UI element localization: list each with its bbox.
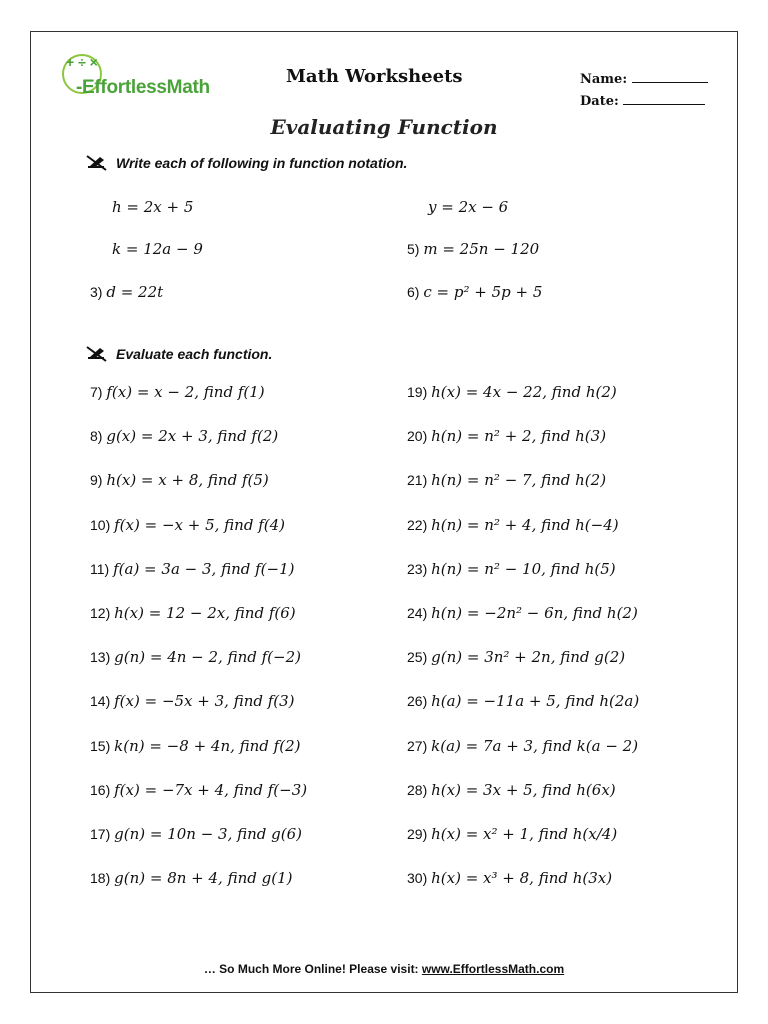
item-expression: h(x) = 12 − 2x, find f(6) [114, 604, 296, 622]
section1-item [407, 240, 539, 258]
section1-item [90, 283, 163, 301]
item-expression: h(n) = n² + 2, find h(3) [431, 427, 607, 446]
worksheet-frame [30, 31, 738, 993]
item-number: 19) [407, 384, 432, 400]
item-expression: c = p² + 5p + 5 [423, 283, 543, 301]
problem-item [90, 427, 278, 445]
item-number: 29) [407, 826, 432, 842]
name-blank [632, 72, 708, 83]
item-number: 26) [407, 693, 432, 710]
logo-symbols: + ÷ × [66, 54, 98, 70]
problem-item [407, 516, 619, 534]
section1-heading [86, 154, 407, 172]
problem-item [90, 648, 301, 666]
item-number: 8) [90, 428, 107, 445]
problem-item [90, 825, 302, 843]
name-label: Name: [580, 72, 628, 87]
item-expression: h(x) = 3x + 5, find h(6x) [431, 780, 616, 799]
item-expression: k(n) = −8 + 4n, find f(2) [114, 736, 301, 755]
item-expression: h(n) = n² − 10, find h(5) [431, 559, 616, 578]
problem-item [90, 516, 285, 534]
item-number: 12) [90, 605, 115, 621]
footer-link[interactable]: www.EffortlessMath.com [421, 962, 565, 976]
problem-item [407, 692, 639, 710]
problem-item [407, 648, 625, 666]
problem-item [90, 560, 294, 578]
item-number: 28) [407, 781, 432, 798]
item-number: 27) [407, 737, 432, 754]
item-expression: h(a) = −11a + 5, find h(2a) [431, 692, 640, 711]
item-expression: h(x) = x² + 1, find h(x/4) [431, 825, 618, 843]
item-expression: h(n) = −2n² − 6n, find h(2) [431, 604, 638, 622]
footer-text: … So Much More Online! Please visit: [203, 962, 422, 976]
problem-item [407, 737, 638, 755]
item-number: 21) [407, 472, 432, 489]
problem-item [90, 604, 296, 622]
problem-item [407, 560, 616, 578]
problem-item [90, 471, 269, 489]
item-number: 18) [90, 870, 115, 887]
pencil-icon [86, 154, 108, 172]
item-expression: d = 22t [106, 283, 164, 301]
problem-item [407, 427, 606, 445]
worksheet-title: Evaluating Function [270, 115, 498, 139]
item-expression: h(n) = n² + 4, find h(−4) [431, 515, 619, 534]
problem-item [90, 383, 265, 401]
item-number: 15) [90, 737, 115, 754]
item-expression: g(n) = 8n + 4, find g(1) [114, 869, 293, 888]
item-expression: h = 2x + 5 [112, 198, 194, 216]
header-title: Math Worksheets [286, 66, 463, 87]
section1-item [112, 240, 203, 258]
name-field [580, 72, 708, 87]
item-number: 9) [90, 472, 107, 489]
item-number: 17) [90, 826, 115, 842]
item-number: 16) [90, 781, 115, 798]
date-blank [623, 94, 705, 105]
section1-item [407, 283, 542, 301]
item-expression: h(x) = 4x − 22, find h(2) [431, 383, 617, 401]
item-number: 7) [90, 384, 107, 400]
item-expression: f(x) = −5x + 3, find f(3) [114, 692, 295, 711]
section1-item [112, 198, 193, 216]
problem-item [90, 737, 300, 755]
item-expression: g(n) = 3n² + 2n, find g(2) [431, 648, 626, 667]
problem-item [407, 471, 606, 489]
item-expression: h(n) = n² − 7, find h(2) [431, 471, 607, 490]
date-label: Date: [580, 94, 619, 109]
item-number: 23) [407, 560, 432, 577]
item-number: 24) [407, 605, 432, 621]
section1-item [428, 198, 508, 216]
date-field [580, 94, 705, 109]
section2-heading-text: Evaluate each function. [116, 346, 273, 362]
problem-item [90, 869, 292, 887]
section1-heading-text: Write each of following in function notation. [116, 155, 408, 171]
problem-item [407, 604, 638, 622]
item-expression: f(a) = 3a − 3, find f(−1) [113, 559, 295, 578]
item-expression: h(x) = x + 8, find f(5) [106, 471, 269, 490]
item-expression: g(x) = 2x + 3, find f(2) [106, 427, 279, 446]
item-number: 13) [90, 649, 115, 666]
item-expression: f(x) = x − 2, find f(1) [106, 383, 265, 401]
item-expression: y = 2x − 6 [428, 198, 509, 216]
item-number: 20) [407, 428, 432, 445]
item-number: 11) [90, 560, 114, 577]
item-expression: k(a) = 7a + 3, find k(a − 2) [431, 736, 639, 755]
item-expression: g(n) = 4n − 2, find f(−2) [114, 648, 301, 667]
item-number: 22) [407, 516, 432, 533]
section2-heading [86, 345, 272, 363]
problem-item [90, 781, 307, 799]
item-number: 3) [90, 284, 107, 300]
item-expression: f(x) = −7x + 4, find f(−3) [114, 780, 308, 799]
problem-item [90, 692, 295, 710]
item-expression: m = 25n − 120 [423, 240, 540, 258]
pencil-icon [86, 345, 108, 363]
item-number: 14) [90, 693, 115, 710]
item-expression: g(n) = 10n − 3, find g(6) [114, 825, 303, 843]
item-number: 25) [407, 649, 432, 666]
problem-item [407, 383, 617, 401]
item-expression: f(x) = −x + 5, find f(4) [114, 515, 285, 534]
problem-item [407, 781, 616, 799]
footer [0, 962, 768, 976]
problem-item [407, 869, 612, 887]
item-expression: k = 12a − 9 [112, 240, 203, 258]
item-number: 10) [90, 516, 115, 533]
problem-item [407, 825, 617, 843]
item-number: 6) [407, 284, 424, 300]
item-number: 30) [407, 870, 432, 887]
item-number: 5) [407, 241, 424, 257]
item-expression: h(x) = x³ + 8, find h(3x) [431, 869, 613, 888]
logo-text: -EffortlessMath [76, 77, 210, 98]
